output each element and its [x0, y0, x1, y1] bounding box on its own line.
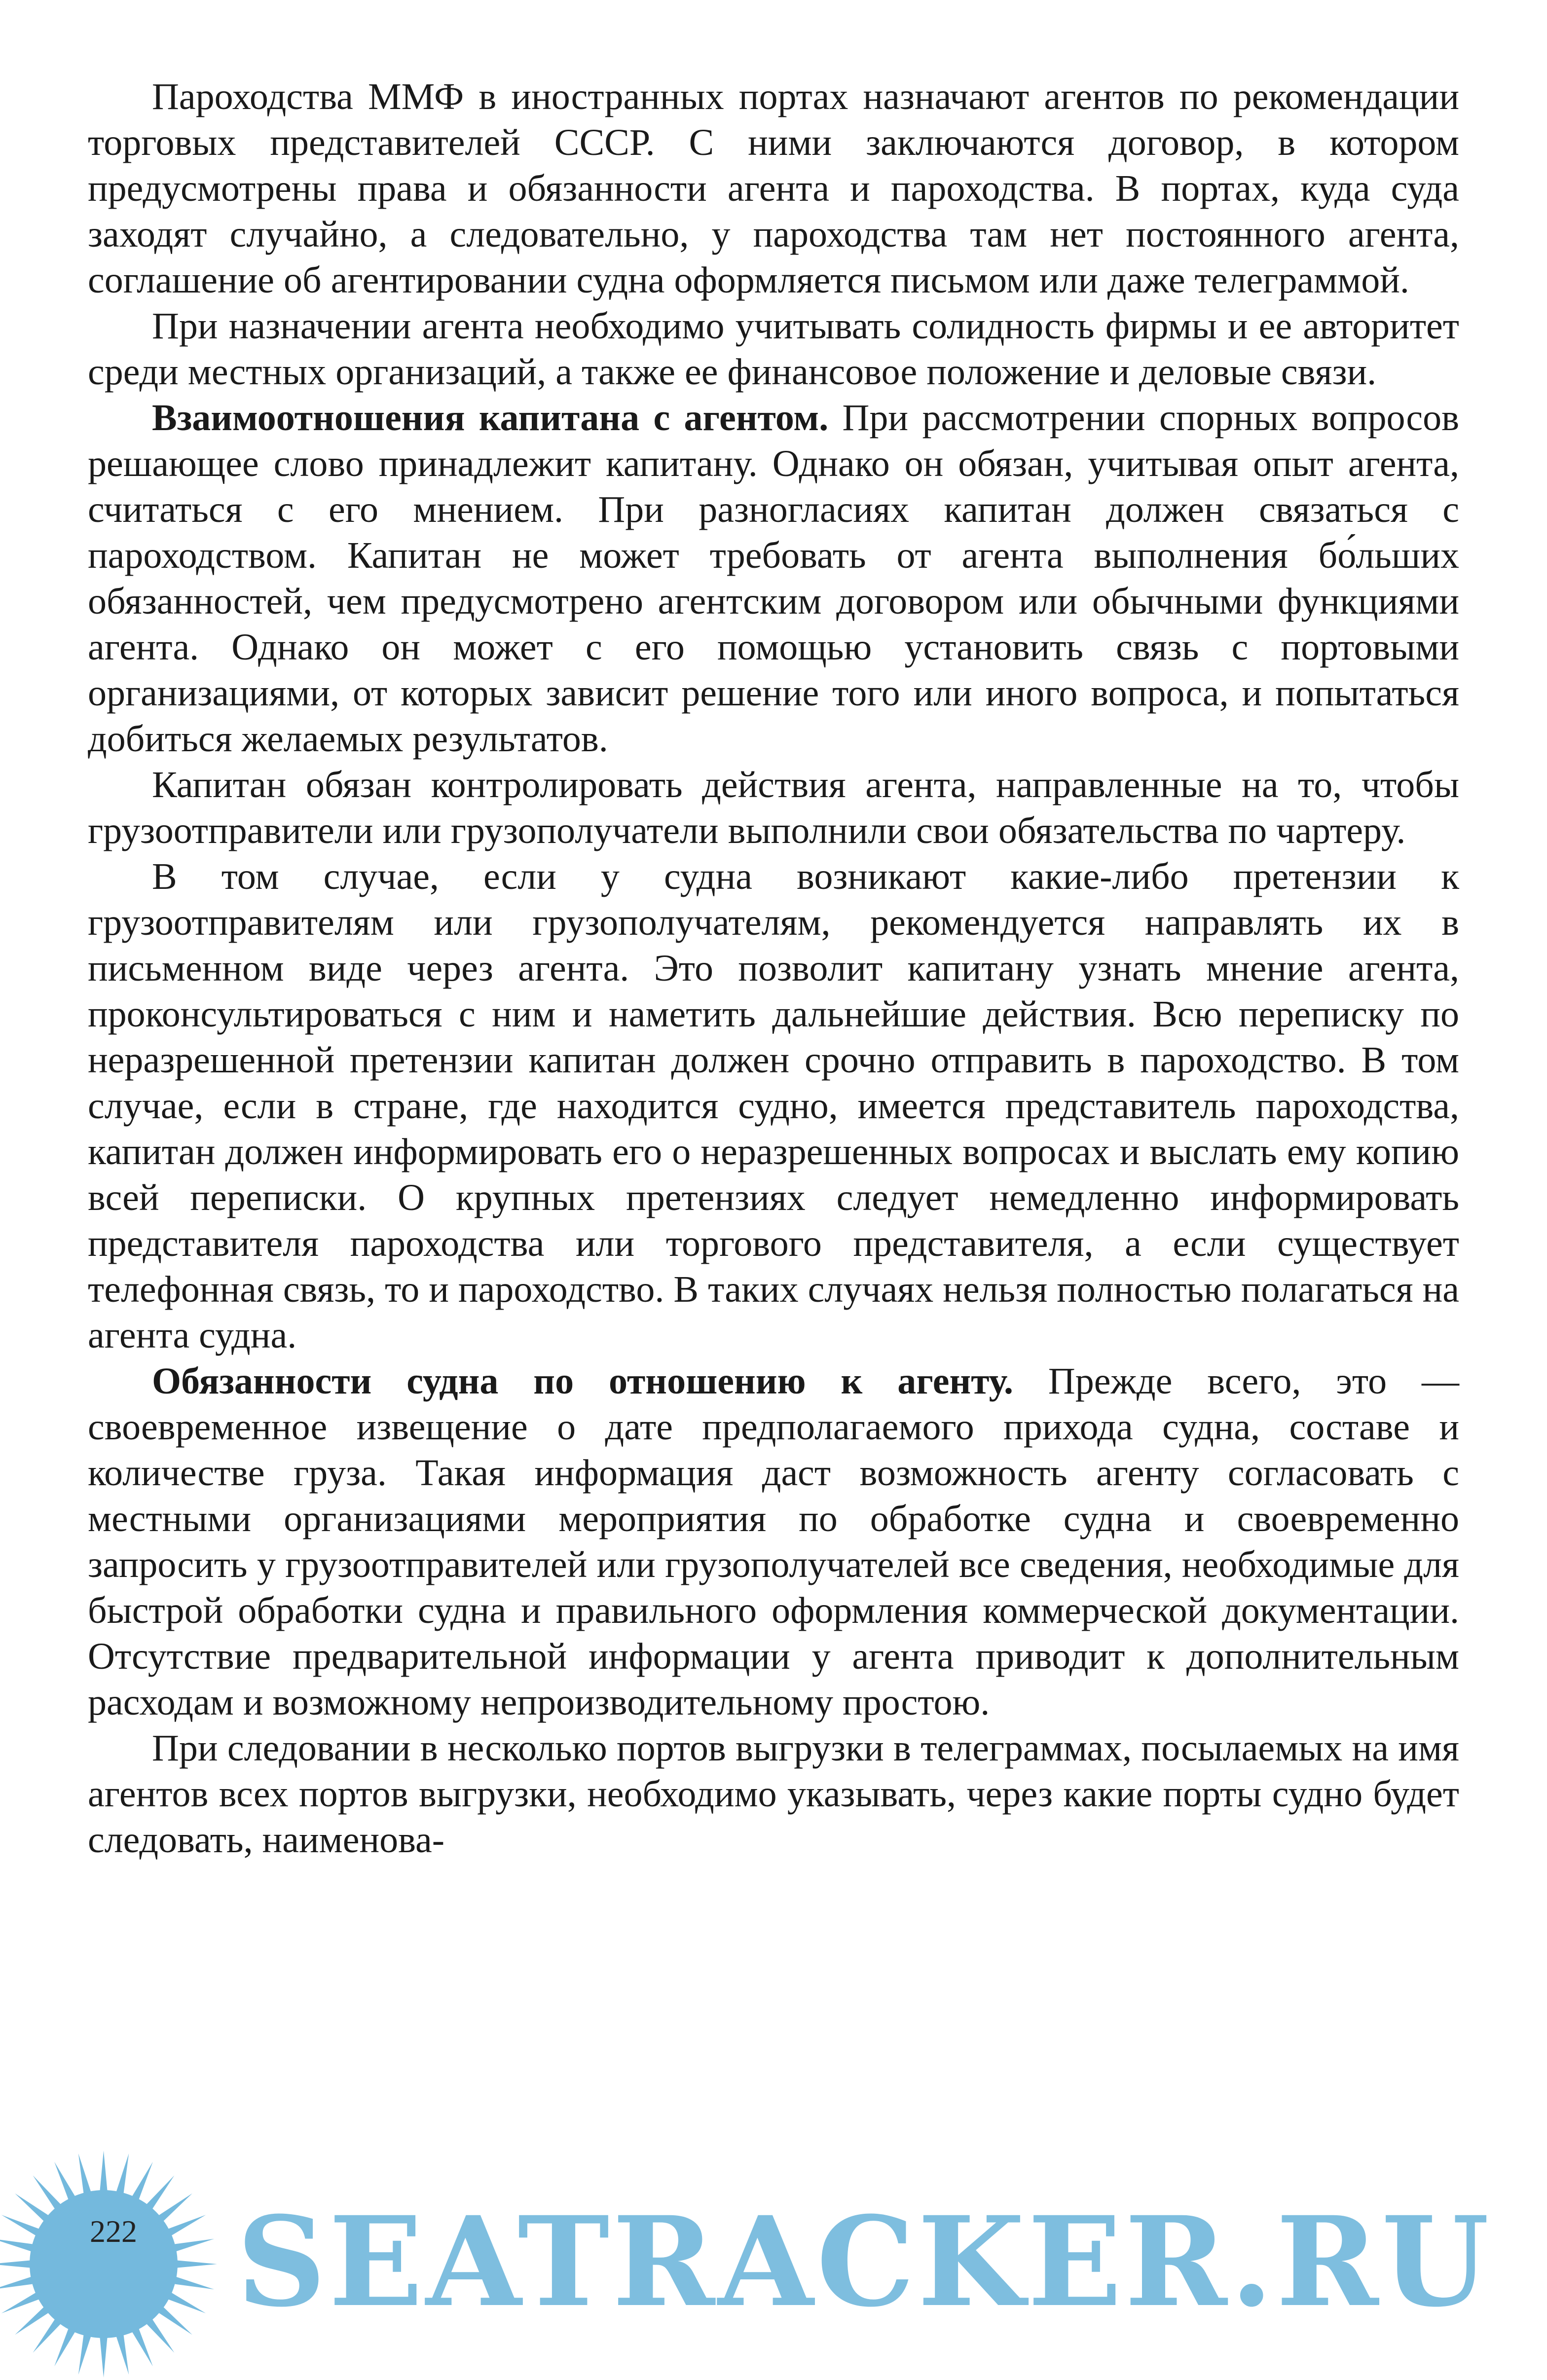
paragraph-1-text: Пароходства ММФ в иностранных портах назначают агентов по рекомендации торговых представителей СССР. С ними заключаются договор, в котором предусмотрены права и обязанности агента и пароходства. В портах, куда суда заходят случайно, а следовательно, у пароходства там нет постоянного агента, соглашение об агентировании судна оформляется письмом или даже телеграммой.: [88, 76, 1459, 301]
watermark-ray: [54, 2162, 77, 2204]
watermark-ray: [33, 2315, 64, 2353]
watermark-text: SEATRACKER.RU: [237, 2189, 1492, 2334]
page-number: 222: [90, 2214, 137, 2249]
paragraph-3: [88, 395, 1459, 762]
watermark-ray: [100, 2151, 108, 2195]
watermark-ray: [170, 2239, 214, 2253]
watermark-ray: [100, 2333, 108, 2378]
watermark-ray: [78, 2154, 92, 2198]
watermark-ray: [164, 2290, 206, 2313]
paragraph-5: [88, 854, 1459, 1358]
watermark-ray: [15, 2304, 52, 2335]
paragraph-5-text: В том случае, если у судна возникают какие-либо претензии к грузоотправителям или грузополучателям, рекомендуется направлять их в письменном виде через агента. Это позволит капитану узнать мнение агента, проконсультироваться с ним и наметить дальнейшие действия. Всю переписку по неразрешенной претензии капитан должен срочно отправить в пароходство. В том случае, если в стране, где находится судно, имеется представитель пароходства, капитан должен информировать его о неразрешенных вопросах и выслать ему копию всей переписки. О крупных претензиях следует немедленно информировать представителя пароходства или торгового представителя, а если существует телефонная связь, то и пароходство. В таких случаях нельзя полностью полагаться на агента судна.: [88, 856, 1459, 1356]
watermark-ray: [173, 2260, 217, 2269]
page-body: [88, 74, 1459, 1863]
watermark-ray: [0, 2275, 37, 2289]
watermark-ray: [1, 2215, 43, 2238]
watermark-ray: [130, 2324, 153, 2366]
paragraph-7-text: При следовании в несколько портов выгрузки в телеграммах, посылаемых на имя агентов всех портов выгрузки, необходимо указывать, через какие порты судно будет следовать, наименова-: [88, 1727, 1459, 1861]
paragraph-4: [88, 762, 1459, 854]
paragraph-2: [88, 303, 1459, 395]
watermark-ray: [15, 2194, 52, 2225]
watermark-ray: [144, 2315, 175, 2353]
paragraph-3-text: При рассмотрении спорных вопросов решающее слово принадлежит капитану. Однако он обязан, учитывая опыт агента, считаться с его мнением. При разногласиях капитан должен связаться с пароходством. Капитан не может требовать от агента выполнения бо́льших обязанностей, чем предусмотрено агентским договором или обычными функциями агента. Однако он может с его помощью установить связь с портовыми организациями, от которых зависит решение того или иного вопроса, и попытаться добиться желаемых результатов.: [88, 397, 1459, 760]
paragraph-7: [88, 1725, 1459, 1863]
watermark-ray: [155, 2194, 192, 2225]
watermark-ray: [155, 2304, 192, 2335]
watermark-ray: [164, 2215, 206, 2238]
paragraph-2-text: При назначении агента необходимо учитывать солидность фирмы и ее авторитет среди местных организаций, а также ее финансовое положение и деловые связи.: [88, 305, 1459, 393]
watermark-ray: [115, 2154, 129, 2198]
paragraph-6-text: Прежде всего, это — своевременное извещение о дате предполагаемого прихода судна, составе и количестве груза. Такая информация даст возможность агенту согласовать с местными организациями мероприятия по обработке судна и своевременно запросить у грузоотправителей или грузополучателей все сведения, необходимые для быстрой обработки судна и правильного оформления коммерческой документации. Отсутствие предварительной информации у агента приводит к дополнительным расходам и возможному непроизводительному простою.: [88, 1360, 1459, 1723]
paragraph-6-bold-lead: Обязанности судна по отношению к агенту.: [152, 1360, 1013, 1402]
watermark-ray: [1, 2290, 43, 2313]
watermark-ray: [33, 2175, 64, 2213]
watermark-sunburst-icon: [0, 2121, 276, 2380]
watermark-ray: [0, 2239, 37, 2253]
paragraph-3-bold-lead: Взаимоотношения капитана с агентом.: [152, 397, 829, 439]
watermark-ray: [130, 2162, 153, 2204]
watermark-ray: [115, 2330, 129, 2375]
watermark-ray: [54, 2324, 77, 2366]
paragraph-6: [88, 1358, 1459, 1725]
paragraph-1: [88, 74, 1459, 303]
paragraph-4-text: Капитан обязан контролировать действия агента, направленные на то, чтобы грузоотправители или грузополучатели выполнили свои обязательства по чартеру.: [88, 764, 1459, 851]
watermark-ray: [170, 2275, 214, 2289]
watermark-ray: [144, 2175, 175, 2213]
watermark-ray: [78, 2330, 92, 2375]
watermark-ray: [0, 2260, 35, 2269]
